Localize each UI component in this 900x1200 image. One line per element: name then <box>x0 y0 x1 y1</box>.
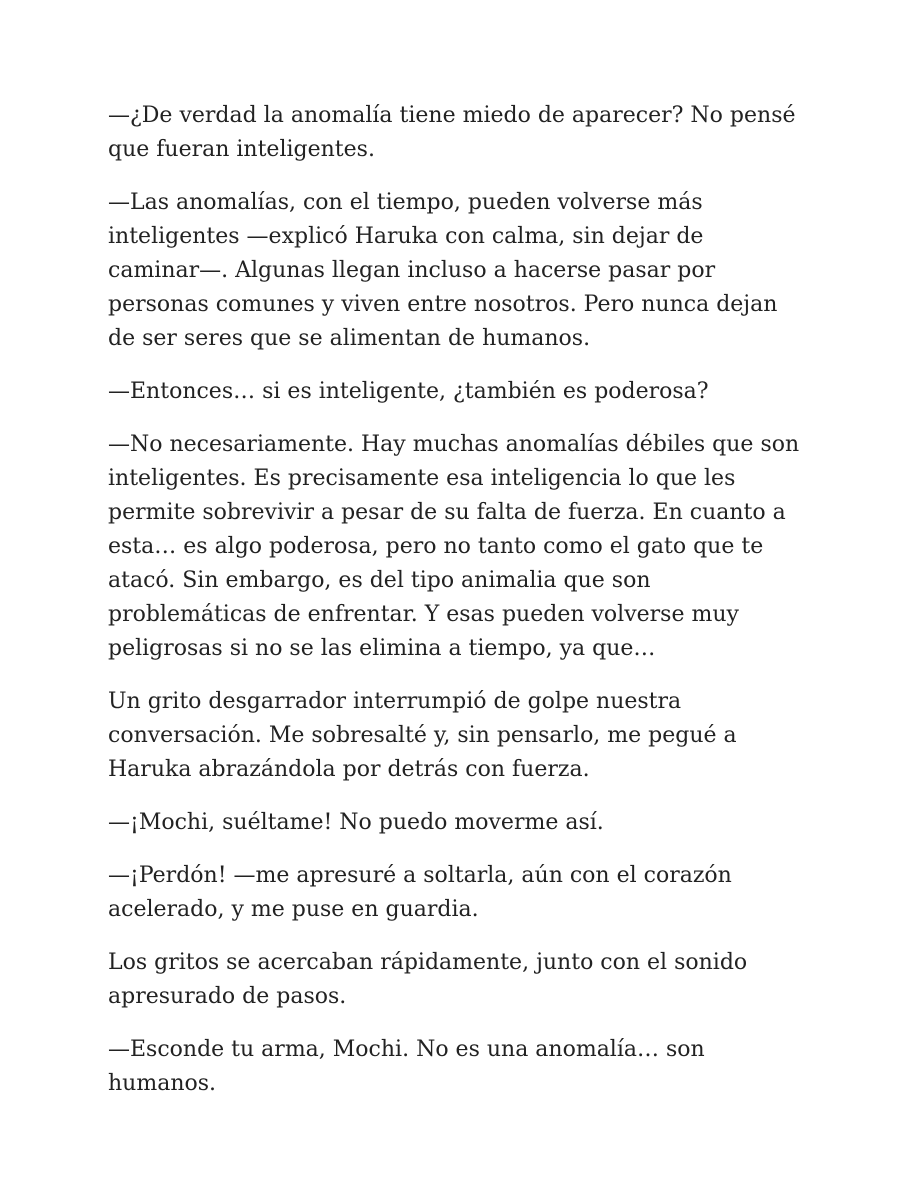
paragraph-8: Los gritos se acercaban rápidamente, junto con el sonido apresurado de pasos. <box>108 950 748 1009</box>
paragraph-4: —No necesariamente. Hay muchas anomalías débiles que son inteligentes. Es precisamente esa inteligencia lo que les permite sobrevivir a pesar de su falta de fuerza. En cuanto a esta… es algo poderosa, pero no tanto como el gato que te atacó. Sin embargo, es del tipo animalia que son problemáticas de enfrentar. Y esas pueden volverse muy peligrosas si no se las elimina a tiempo, ya que… <box>108 432 800 661</box>
paragraph-9: —Esconde tu arma, Mochi. No es una anomalía… son humanos. <box>108 1037 705 1096</box>
paragraph-6: —¡Mochi, suéltame! No puedo moverme así. <box>108 810 604 835</box>
paragraph-1: —¿De verdad la anomalía tiene miedo de aparecer? No pensé que fueran inteligentes. <box>108 103 796 162</box>
paragraph-3: —Entonces… si es inteligente, ¿también es poderosa? <box>108 379 709 404</box>
paragraph-5: Un grito desgarrador interrumpió de golpe nuestra conversación. Me sobresalté y, sin pensarlo, me pegué a Haruka abrazándola por detrás con fuerza. <box>108 689 737 782</box>
paragraph-7: —¡Perdón! —me apresuré a soltarla, aún con el corazón acelerado, y me puse en guardia. <box>108 863 732 922</box>
paragraph-2: —Las anomalías, con el tiempo, pueden volverse más inteligentes —explicó Haruka con calma, sin dejar de caminar—. Algunas llegan incluso a hacerse pasar por personas comunes y viven entre nosotros. Pero nunca dejan de ser seres que se alimentan de humanos. <box>108 190 778 351</box>
